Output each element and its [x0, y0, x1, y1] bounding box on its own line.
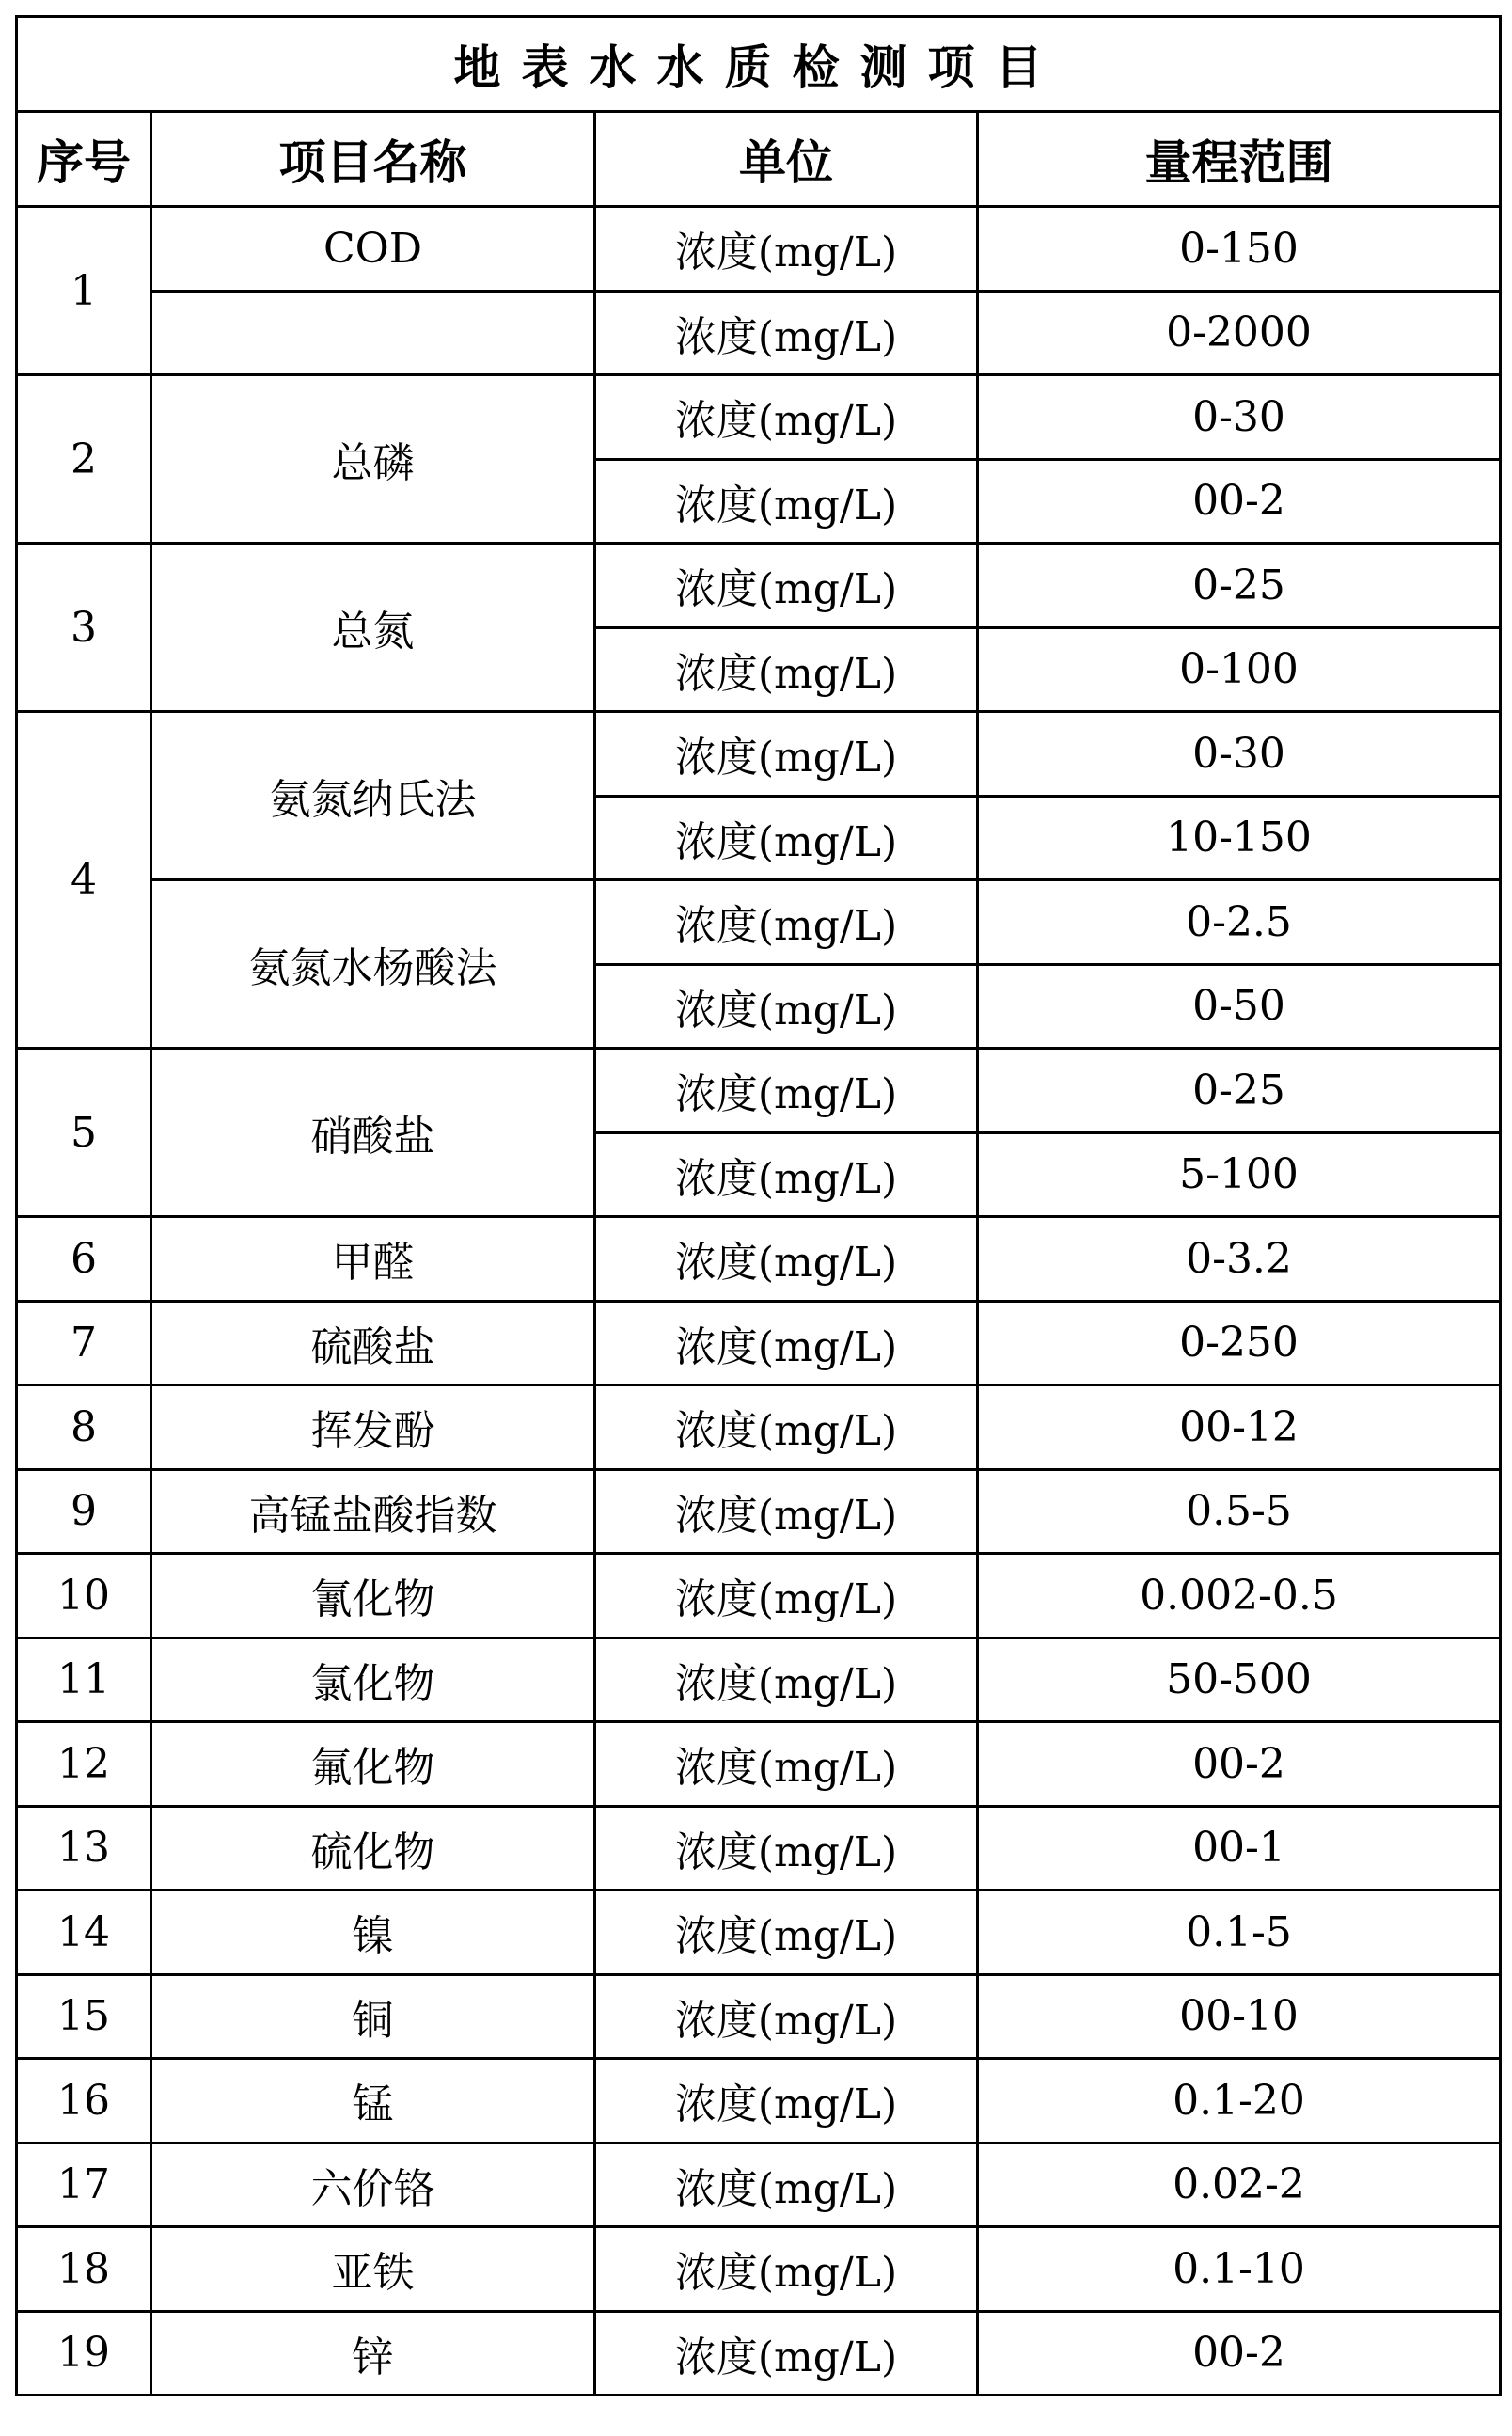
item-name [151, 291, 595, 375]
header-no: 序号 [17, 112, 151, 207]
row-number: 2 [17, 375, 151, 544]
table-row [17, 291, 1501, 375]
item-name: 硝酸盐 [151, 1049, 595, 1217]
item-name: 挥发酚 [151, 1385, 595, 1470]
unit-cell: 浓度(mg/L) [595, 2311, 978, 2396]
range-cell: 00-10 [978, 1974, 1501, 2059]
range-cell: 0-30 [978, 712, 1501, 797]
row-number: 11 [17, 1637, 151, 1722]
range-cell: 00-2 [978, 459, 1501, 544]
range-cell: 0-30 [978, 375, 1501, 460]
table-row [17, 2311, 1501, 2396]
unit-cell: 浓度(mg/L) [595, 375, 978, 460]
range-cell: 0.1-10 [978, 2227, 1501, 2312]
range-cell: 0-50 [978, 964, 1501, 1049]
row-number: 5 [17, 1049, 151, 1217]
unit-cell: 浓度(mg/L) [595, 291, 978, 375]
table-row [17, 2059, 1501, 2143]
table-row [17, 2227, 1501, 2312]
range-cell: 00-2 [978, 1722, 1501, 1807]
unit-cell: 浓度(mg/L) [595, 2143, 978, 2227]
range-cell: 0-100 [978, 627, 1501, 712]
item-name: 总氮 [151, 544, 595, 712]
row-number: 7 [17, 1301, 151, 1385]
table-row [17, 544, 1501, 628]
detection-items-table [15, 15, 1502, 2396]
unit-cell: 浓度(mg/L) [595, 207, 978, 292]
table-title: 地表水水质检测项目 [17, 17, 1501, 112]
item-name: 亚铁 [151, 2227, 595, 2312]
row-number: 10 [17, 1554, 151, 1638]
row-number: 19 [17, 2311, 151, 2396]
range-cell: 0-150 [978, 207, 1501, 292]
table-row [17, 1301, 1501, 1385]
table-row [17, 712, 1501, 797]
table-row [17, 1469, 1501, 1554]
item-name: 氰化物 [151, 1554, 595, 1638]
unit-cell: 浓度(mg/L) [595, 712, 978, 797]
header-range: 量程范围 [978, 112, 1501, 207]
table-row [17, 1890, 1501, 1975]
range-cell: 00-1 [978, 1806, 1501, 1890]
item-name: 镍 [151, 1890, 595, 1975]
table-row [17, 375, 1501, 460]
table-row [17, 1974, 1501, 2059]
item-name: 六价铬 [151, 2143, 595, 2227]
range-cell: 00-2 [978, 2311, 1501, 2396]
table-row [17, 1637, 1501, 1722]
unit-cell: 浓度(mg/L) [595, 459, 978, 544]
unit-cell: 浓度(mg/L) [595, 1890, 978, 1975]
item-name: 氨氮纳氏法 [151, 712, 595, 880]
range-cell: 5-100 [978, 1132, 1501, 1217]
unit-cell: 浓度(mg/L) [595, 796, 978, 880]
unit-cell: 浓度(mg/L) [595, 1974, 978, 2059]
row-number: 14 [17, 1890, 151, 1975]
row-number: 15 [17, 1974, 151, 2059]
unit-cell: 浓度(mg/L) [595, 964, 978, 1049]
range-cell: 0.5-5 [978, 1469, 1501, 1554]
unit-cell: 浓度(mg/L) [595, 1301, 978, 1385]
table-row [17, 1385, 1501, 1470]
item-name: 硫化物 [151, 1806, 595, 1890]
range-cell: 0.1-20 [978, 2059, 1501, 2143]
item-name: 锰 [151, 2059, 595, 2143]
unit-cell: 浓度(mg/L) [595, 2227, 978, 2312]
table-row [17, 880, 1501, 965]
range-cell: 10-150 [978, 796, 1501, 880]
row-number: 1 [17, 207, 151, 375]
row-number: 8 [17, 1385, 151, 1470]
range-cell: 0-250 [978, 1301, 1501, 1385]
unit-cell: 浓度(mg/L) [595, 1722, 978, 1807]
range-cell: 50-500 [978, 1637, 1501, 1722]
range-cell: 00-12 [978, 1385, 1501, 1470]
table-row [17, 207, 1501, 292]
range-cell: 0.1-5 [978, 1890, 1501, 1975]
item-name: 氯化物 [151, 1637, 595, 1722]
range-cell: 0-3.2 [978, 1217, 1501, 1302]
unit-cell: 浓度(mg/L) [595, 1637, 978, 1722]
item-name: 氟化物 [151, 1722, 595, 1807]
row-number: 18 [17, 2227, 151, 2312]
unit-cell: 浓度(mg/L) [595, 1469, 978, 1554]
table-row [17, 1806, 1501, 1890]
unit-cell: 浓度(mg/L) [595, 1132, 978, 1217]
item-name: 铜 [151, 1974, 595, 2059]
item-name: 总磷 [151, 375, 595, 544]
row-number: 3 [17, 544, 151, 712]
range-cell: 0-25 [978, 1049, 1501, 1133]
range-cell: 0.02-2 [978, 2143, 1501, 2227]
unit-cell: 浓度(mg/L) [595, 1049, 978, 1133]
header-unit: 单位 [595, 112, 978, 207]
unit-cell: 浓度(mg/L) [595, 1385, 978, 1470]
table-row [17, 1554, 1501, 1638]
item-name: 锌 [151, 2311, 595, 2396]
item-name: 甲醛 [151, 1217, 595, 1302]
item-name: 硫酸盐 [151, 1301, 595, 1385]
table-row [17, 1217, 1501, 1302]
unit-cell: 浓度(mg/L) [595, 1554, 978, 1638]
range-cell: 0-25 [978, 544, 1501, 628]
row-number: 17 [17, 2143, 151, 2227]
range-cell: 0-2000 [978, 291, 1501, 375]
unit-cell: 浓度(mg/L) [595, 544, 978, 628]
row-number: 16 [17, 2059, 151, 2143]
range-cell: 0-2.5 [978, 880, 1501, 965]
row-number: 12 [17, 1722, 151, 1807]
item-name: 高锰盐酸指数 [151, 1469, 595, 1554]
item-name: 氨氮水杨酸法 [151, 880, 595, 1049]
row-number: 6 [17, 1217, 151, 1302]
table-row [17, 1722, 1501, 1807]
unit-cell: 浓度(mg/L) [595, 2059, 978, 2143]
item-name: COD [151, 207, 595, 292]
table-row [17, 1049, 1501, 1133]
table-row [17, 2143, 1501, 2227]
unit-cell: 浓度(mg/L) [595, 880, 978, 965]
unit-cell: 浓度(mg/L) [595, 627, 978, 712]
row-number: 4 [17, 712, 151, 1049]
unit-cell: 浓度(mg/L) [595, 1217, 978, 1302]
header-name: 项目名称 [151, 112, 595, 207]
unit-cell: 浓度(mg/L) [595, 1806, 978, 1890]
range-cell: 0.002-0.5 [978, 1554, 1501, 1638]
row-number: 13 [17, 1806, 151, 1890]
row-number: 9 [17, 1469, 151, 1554]
